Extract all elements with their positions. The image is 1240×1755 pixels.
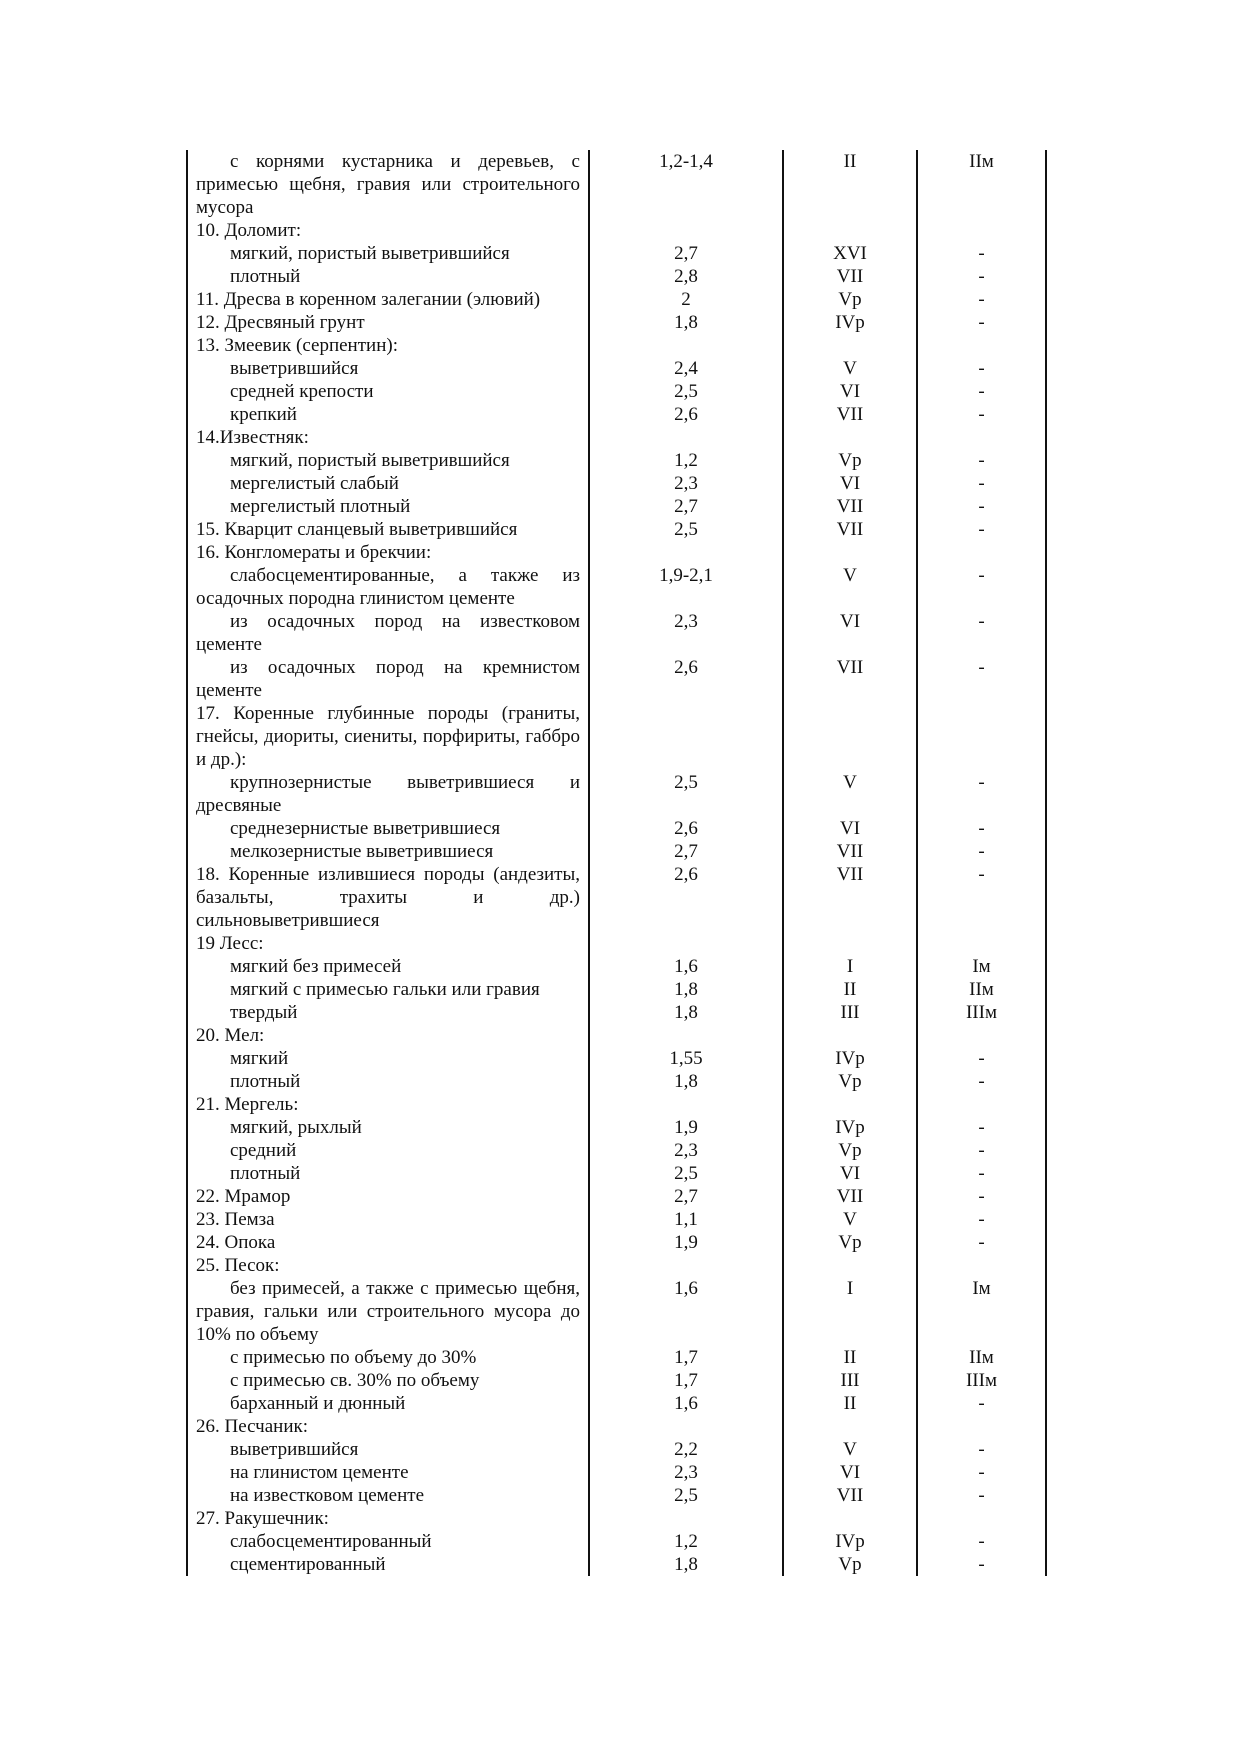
table-row [187,771,1046,817]
soil-name-cell: плотный [187,1162,589,1185]
group-cell [783,1093,917,1116]
category-cell: - [917,242,1046,265]
category-cell: - [917,472,1046,495]
table-row [187,564,1046,610]
category-cell: - [917,1162,1046,1185]
density-cell: 2,7 [589,1185,783,1208]
density-cell: 2,6 [589,403,783,426]
category-cell: - [917,1231,1046,1254]
group-cell: Vр [783,288,917,311]
group-cell: II [783,1392,917,1415]
table-row [187,403,1046,426]
table-row [187,265,1046,288]
table-row [187,518,1046,541]
group-cell: Vр [783,449,917,472]
density-cell: 2,6 [589,863,783,932]
category-cell [917,1254,1046,1277]
group-cell: VII [783,1185,917,1208]
group-cell: VI [783,1461,917,1484]
category-cell: - [917,1139,1046,1162]
density-cell: 1,8 [589,1001,783,1024]
density-cell [589,1024,783,1047]
soil-name-cell: выветрившийся [187,1438,589,1461]
table-row [187,495,1046,518]
group-cell: Vр [783,1553,917,1576]
category-cell: Iм [917,1277,1046,1346]
group-cell: VI [783,472,917,495]
soil-name-cell: мягкий с примесью гальки или гравия [187,978,589,1001]
table-row [187,1415,1046,1438]
category-cell [917,426,1046,449]
density-cell: 1,2-1,4 [589,150,783,219]
density-cell: 2,3 [589,610,783,656]
category-cell: IIм [917,978,1046,1001]
category-cell: - [917,817,1046,840]
category-cell [917,1024,1046,1047]
table-row [187,288,1046,311]
group-cell: V [783,771,917,817]
density-cell: 2,5 [589,1484,783,1507]
table-row [187,610,1046,656]
category-cell [917,702,1046,771]
category-cell: - [917,1438,1046,1461]
table-row [187,1001,1046,1024]
table-row [187,1277,1046,1346]
density-cell [589,541,783,564]
soil-name-cell: твердый [187,1001,589,1024]
group-cell: VI [783,1162,917,1185]
table-row [187,1484,1046,1507]
group-cell [783,541,917,564]
table-row [187,449,1046,472]
soil-name-cell: 13. Змеевик (серпентин): [187,334,589,357]
density-cell: 2,5 [589,518,783,541]
soil-name-cell: 15. Кварцит сланцевый выветрившийся [187,518,589,541]
density-cell: 2,5 [589,771,783,817]
density-cell: 2,7 [589,242,783,265]
table-row [187,817,1046,840]
table-row [187,1507,1046,1530]
group-cell [783,702,917,771]
soil-name-cell: 27. Ракушечник: [187,1507,589,1530]
density-cell: 1,1 [589,1208,783,1231]
density-cell: 2,5 [589,380,783,403]
soil-name-cell: 20. Мел: [187,1024,589,1047]
table-row [187,472,1046,495]
category-cell: - [917,380,1046,403]
soil-name-cell: на известковом цементе [187,1484,589,1507]
soil-name-cell: 22. Мрамор [187,1185,589,1208]
soil-name-cell: 11. Дресва в коренном залегании (элювий) [187,288,589,311]
soil-name-cell: из осадочных пород на кремнистом цементе [187,656,589,702]
category-cell: - [917,1047,1046,1070]
group-cell: VI [783,380,917,403]
category-cell: - [917,495,1046,518]
soil-name-cell: выветрившийся [187,357,589,380]
group-cell: VII [783,656,917,702]
category-cell: - [917,656,1046,702]
category-cell: - [917,1484,1046,1507]
soil-name-cell: мелкозернистые выветрившиеся [187,840,589,863]
table-row [187,863,1046,932]
group-cell [783,426,917,449]
group-cell: Vр [783,1231,917,1254]
density-cell: 1,2 [589,1530,783,1553]
table-row [187,840,1046,863]
category-cell: - [917,311,1046,334]
category-cell: - [917,288,1046,311]
density-cell: 2,7 [589,495,783,518]
category-cell: - [917,564,1046,610]
soil-name-cell: с корнями кустарника и деревьев, с примесью щебня, гравия или строительного мусора [187,150,589,219]
group-cell: Vр [783,1070,917,1093]
group-cell [783,219,917,242]
category-cell: - [917,1392,1046,1415]
soil-name-cell: мягкий [187,1047,589,1070]
table-body [187,150,1046,1576]
group-cell: II [783,1346,917,1369]
density-cell: 1,8 [589,311,783,334]
group-cell: VII [783,518,917,541]
soil-name-cell: без примесей, а также с примесью щебня, гравия, гальки или строительного мусора до 10% по объему [187,1277,589,1346]
density-cell: 1,8 [589,978,783,1001]
category-cell: - [917,1208,1046,1231]
table-row [187,311,1046,334]
density-cell: 2,3 [589,472,783,495]
table-row [187,1208,1046,1231]
group-cell: III [783,1001,917,1024]
density-cell: 1,8 [589,1070,783,1093]
soil-name-cell: 17. Коренные глубинные породы (граниты, гнейсы, диориты, сиениты, порфириты, габбро и др.): [187,702,589,771]
group-cell: V [783,564,917,610]
soil-name-cell: плотный [187,1070,589,1093]
soil-name-cell: мягкий, пористый выветрившийся [187,242,589,265]
group-cell [783,1254,917,1277]
density-cell: 1,2 [589,449,783,472]
group-cell [783,1024,917,1047]
category-cell: - [917,1185,1046,1208]
density-cell: 2,7 [589,840,783,863]
density-cell: 1,9 [589,1116,783,1139]
soil-name-cell: из осадочных пород на известковом цементе [187,610,589,656]
table-row [187,1070,1046,1093]
density-cell: 1,6 [589,955,783,978]
soil-name-cell: 25. Песок: [187,1254,589,1277]
category-cell [917,1415,1046,1438]
category-cell [917,932,1046,955]
group-cell: VII [783,1484,917,1507]
density-cell [589,219,783,242]
table-row [187,702,1046,771]
category-cell: IIм [917,150,1046,219]
table-row [187,150,1046,219]
table-row [187,1231,1046,1254]
table-row [187,978,1046,1001]
category-cell: - [917,518,1046,541]
soil-name-cell: с примесью по объему до 30% [187,1346,589,1369]
soil-name-cell: 26. Песчаник: [187,1415,589,1438]
table-row [187,426,1046,449]
table-row [187,242,1046,265]
soil-name-cell: 21. Мергель: [187,1093,589,1116]
density-cell: 1,7 [589,1346,783,1369]
group-cell: IVр [783,1116,917,1139]
group-cell: V [783,1438,917,1461]
density-cell: 1,9 [589,1231,783,1254]
density-cell [589,702,783,771]
soil-name-cell: 14.Известняк: [187,426,589,449]
category-cell [917,541,1046,564]
soil-name-cell: мергелистый плотный [187,495,589,518]
table-row [187,1254,1046,1277]
soil-name-cell: 16. Конгломераты и брекчии: [187,541,589,564]
group-cell: IVр [783,311,917,334]
soil-name-cell: 23. Пемза [187,1208,589,1231]
density-cell [589,1507,783,1530]
category-cell: - [917,610,1046,656]
table-row [187,1185,1046,1208]
category-cell: - [917,863,1046,932]
table-row [187,380,1046,403]
density-cell: 2,6 [589,656,783,702]
soil-name-cell: барханный и дюнный [187,1392,589,1415]
soil-name-cell: мягкий, рыхлый [187,1116,589,1139]
category-cell: - [917,840,1046,863]
group-cell: I [783,1277,917,1346]
soil-name-cell: крепкий [187,403,589,426]
soil-name-cell: с примесью св. 30% по объему [187,1369,589,1392]
soil-name-cell: слабосцементированные, а также из осадочных породна глинистом цементе [187,564,589,610]
soil-name-cell: сцементированный [187,1553,589,1576]
group-cell [783,1415,917,1438]
soil-name-cell: мягкий, пористый выветрившийся [187,449,589,472]
group-cell: VI [783,610,917,656]
density-cell: 2,4 [589,357,783,380]
density-cell: 2,2 [589,1438,783,1461]
category-cell [917,334,1046,357]
category-cell [917,219,1046,242]
table-row [187,1093,1046,1116]
soil-name-cell: плотный [187,265,589,288]
soil-name-cell: мягкий без примесей [187,955,589,978]
soil-classification-table [186,150,1047,1576]
table-row [187,357,1046,380]
soil-name-cell: 24. Опока [187,1231,589,1254]
table-row [187,1553,1046,1576]
category-cell [917,1093,1046,1116]
soil-name-cell: средней крепости [187,380,589,403]
table-row [187,1047,1046,1070]
soil-name-cell: средний [187,1139,589,1162]
density-cell: 2,6 [589,817,783,840]
category-cell: - [917,1553,1046,1576]
soil-name-cell: 12. Дресвяный грунт [187,311,589,334]
category-cell: - [917,357,1046,380]
density-cell [589,1093,783,1116]
density-cell: 2,3 [589,1461,783,1484]
table-row [187,1024,1046,1047]
category-cell [917,1507,1046,1530]
group-cell: V [783,357,917,380]
category-cell: IIIм [917,1001,1046,1024]
table-row [187,219,1046,242]
group-cell: VII [783,495,917,518]
soil-name-cell: на глинистом цементе [187,1461,589,1484]
table-row [187,1530,1046,1553]
table-row [187,932,1046,955]
group-cell: VII [783,863,917,932]
category-cell: - [917,1461,1046,1484]
group-cell: IVр [783,1047,917,1070]
group-cell: II [783,150,917,219]
category-cell: - [917,771,1046,817]
category-cell: Iм [917,955,1046,978]
group-cell: III [783,1369,917,1392]
table-row [187,1162,1046,1185]
density-cell: 1,6 [589,1277,783,1346]
category-cell: - [917,403,1046,426]
group-cell [783,1507,917,1530]
table-row [187,1392,1046,1415]
category-cell: - [917,1070,1046,1093]
group-cell: Vр [783,1139,917,1162]
table-row [187,1116,1046,1139]
soil-name-cell: слабосцементированный [187,1530,589,1553]
category-cell: - [917,449,1046,472]
soil-name-cell: 19 Лесс: [187,932,589,955]
soil-name-cell: мергелистый слабый [187,472,589,495]
table-row [187,1461,1046,1484]
soil-name-cell: среднезернистые выветрившиеся [187,817,589,840]
table-row [187,1438,1046,1461]
category-cell: IIм [917,1346,1046,1369]
category-cell: - [917,1530,1046,1553]
density-cell: 1,9-2,1 [589,564,783,610]
soil-name-cell: крупнозернистые выветрившиеся и дресвяные [187,771,589,817]
category-cell: IIIм [917,1369,1046,1392]
table-row [187,1139,1046,1162]
density-cell: 2,8 [589,265,783,288]
category-cell: - [917,265,1046,288]
group-cell: VI [783,817,917,840]
group-cell [783,334,917,357]
group-cell: II [783,978,917,1001]
density-cell [589,1254,783,1277]
density-cell: 1,6 [589,1392,783,1415]
group-cell: VII [783,265,917,288]
group-cell: IVр [783,1530,917,1553]
group-cell: VII [783,840,917,863]
group-cell: V [783,1208,917,1231]
density-cell: 1,8 [589,1553,783,1576]
density-cell [589,426,783,449]
density-cell: 2,5 [589,1162,783,1185]
density-cell: 2,3 [589,1139,783,1162]
density-cell: 2 [589,288,783,311]
table-row [187,1346,1046,1369]
group-cell: I [783,955,917,978]
group-cell: VII [783,403,917,426]
table-row [187,334,1046,357]
table-row [187,656,1046,702]
density-cell [589,932,783,955]
soil-name-cell: 18. Коренные излившиеся породы (андезиты, базальты, трахиты и др.) сильновыветрившиеся [187,863,589,932]
category-cell: - [917,1116,1046,1139]
soil-name-cell: 10. Доломит: [187,219,589,242]
density-cell: 1,7 [589,1369,783,1392]
table-row [187,1369,1046,1392]
group-cell [783,932,917,955]
density-cell [589,334,783,357]
table-row [187,955,1046,978]
density-cell: 1,55 [589,1047,783,1070]
density-cell [589,1415,783,1438]
table-row [187,541,1046,564]
group-cell: XVI [783,242,917,265]
